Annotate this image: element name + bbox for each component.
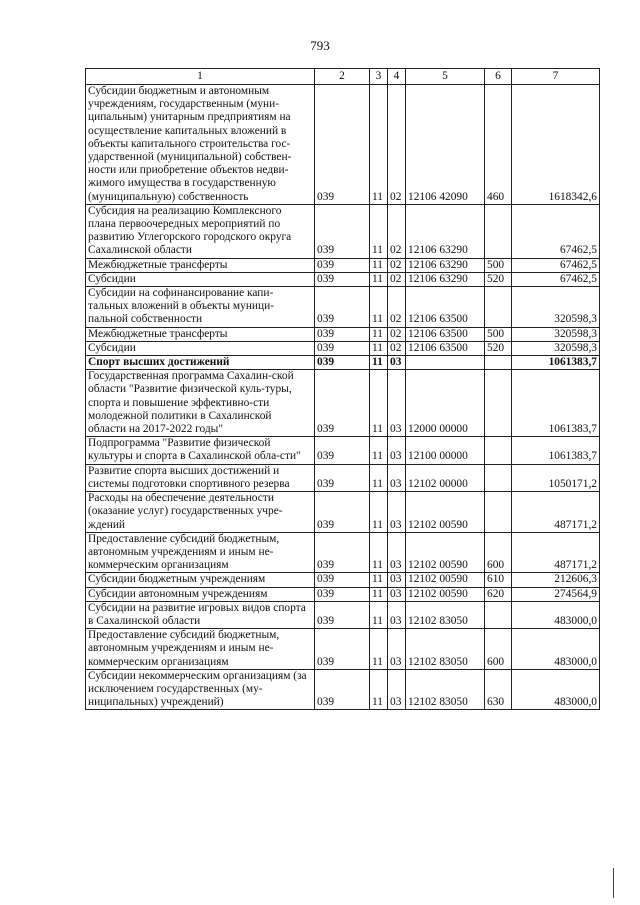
- table-row: [86, 287, 600, 328]
- row-subsection-cell: 03: [388, 356, 406, 370]
- table-row: [86, 587, 600, 601]
- row-kind-cell: 460: [485, 85, 512, 205]
- row-target-cell: 12102 00590: [406, 492, 485, 533]
- header-col-2: 2: [315, 69, 370, 85]
- header-col-4: 4: [388, 69, 406, 85]
- row-kind-cell: [485, 287, 512, 328]
- row-subsection-cell: 03: [388, 370, 406, 437]
- row-amount-cell: 483000,0: [512, 629, 600, 670]
- row-kind-cell: [485, 601, 512, 628]
- row-amount-cell: 1061383,7: [512, 356, 600, 370]
- row-name-cell: Межбюджетные трансферты: [86, 258, 315, 272]
- row-ministry-cell: 039: [315, 587, 370, 601]
- row-ministry-cell: 039: [315, 370, 370, 437]
- table-row: [86, 204, 600, 258]
- row-section-cell: 11: [370, 464, 388, 491]
- row-kind-cell: [485, 437, 512, 464]
- row-target-cell: 12106 42090: [406, 85, 485, 205]
- row-name-cell: Субсидии на софинансирование капи-тальных вложений в объекты муници-пальной собственности: [86, 287, 315, 328]
- row-ministry-cell: 039: [315, 437, 370, 464]
- row-subsection-cell: 03: [388, 492, 406, 533]
- table-row: [86, 85, 600, 205]
- header-col-1: 1: [86, 69, 315, 85]
- row-target-cell: 12102 00590: [406, 587, 485, 601]
- row-kind-cell: 600: [485, 532, 512, 573]
- row-name-cell: Субсидия на реализацию Комплексного плана первоочередных мероприятий по развитию Углегорского городского округа Сахалинской области: [86, 204, 315, 258]
- row-section-cell: 11: [370, 341, 388, 355]
- row-amount-cell: 487171,2: [512, 492, 600, 533]
- row-name-cell: Субсидии: [86, 341, 315, 355]
- row-section-cell: 11: [370, 204, 388, 258]
- row-target-cell: 12102 00590: [406, 573, 485, 587]
- row-section-cell: 11: [370, 492, 388, 533]
- table-row: [86, 464, 600, 491]
- row-kind-cell: 520: [485, 272, 512, 286]
- row-ministry-cell: 039: [315, 327, 370, 341]
- row-kind-cell: 610: [485, 573, 512, 587]
- table-row: [86, 327, 600, 341]
- row-kind-cell: [485, 464, 512, 491]
- row-amount-cell: 320598,3: [512, 287, 600, 328]
- row-section-cell: 11: [370, 370, 388, 437]
- row-target-cell: 12102 83050: [406, 629, 485, 670]
- row-ministry-cell: 039: [315, 669, 370, 710]
- row-section-cell: 11: [370, 287, 388, 328]
- row-name-cell: Субсидии бюджетным и автономным учреждениям, государственным (муни-ципальным) унитарным предприятиям на осуществление капитальных вложений в объекты капитального строительства гос-ударственной (муниципальной) собствен-ности или приобретение объектов недви-жимого имущества в государственную (муниципальную) собственность: [86, 85, 315, 205]
- row-ministry-cell: 039: [315, 341, 370, 355]
- header-col-7: 7: [512, 69, 600, 85]
- table-row: [86, 532, 600, 573]
- row-amount-cell: 212606,3: [512, 573, 600, 587]
- row-subsection-cell: 03: [388, 669, 406, 710]
- row-kind-cell: [485, 370, 512, 437]
- row-subsection-cell: 03: [388, 629, 406, 670]
- row-target-cell: 12106 63290: [406, 272, 485, 286]
- row-ministry-cell: 039: [315, 287, 370, 328]
- row-subsection-cell: 02: [388, 204, 406, 258]
- row-ministry-cell: 039: [315, 601, 370, 628]
- row-name-cell: Субсидии: [86, 272, 315, 286]
- row-subsection-cell: 03: [388, 587, 406, 601]
- row-section-cell: 11: [370, 669, 388, 710]
- row-target-cell: 12106 63290: [406, 258, 485, 272]
- row-amount-cell: 67462,5: [512, 204, 600, 258]
- row-amount-cell: 1050171,2: [512, 464, 600, 491]
- row-ministry-cell: 039: [315, 272, 370, 286]
- row-name-cell: Субсидии бюджетным учреждениям: [86, 573, 315, 587]
- row-kind-cell: [485, 492, 512, 533]
- row-kind-cell: 520: [485, 341, 512, 355]
- row-ministry-cell: 039: [315, 573, 370, 587]
- row-amount-cell: 320598,3: [512, 327, 600, 341]
- row-amount-cell: 274564,9: [512, 587, 600, 601]
- row-name-cell: Развитие спорта высших достижений и системы подготовки спортивного резерва: [86, 464, 315, 491]
- budget-table: [85, 68, 600, 710]
- row-section-cell: 11: [370, 356, 388, 370]
- row-name-cell: Межбюджетные трансферты: [86, 327, 315, 341]
- table-row: [86, 629, 600, 670]
- row-subsection-cell: 02: [388, 287, 406, 328]
- row-subsection-cell: 02: [388, 258, 406, 272]
- row-subsection-cell: 02: [388, 327, 406, 341]
- table-row: [86, 573, 600, 587]
- row-ministry-cell: 039: [315, 356, 370, 370]
- row-section-cell: 11: [370, 573, 388, 587]
- row-subsection-cell: 03: [388, 601, 406, 628]
- row-name-cell: Предоставление субсидий бюджетным, автономным учреждениям и иным не-коммерческим организациям: [86, 629, 315, 670]
- row-kind-cell: 500: [485, 327, 512, 341]
- row-amount-cell: 483000,0: [512, 669, 600, 710]
- row-name-cell: Расходы на обеспечение деятельности (оказание услуг) государственных учре-ждений: [86, 492, 315, 533]
- row-subsection-cell: 02: [388, 272, 406, 286]
- table-row: [86, 437, 600, 464]
- row-section-cell: 11: [370, 258, 388, 272]
- row-amount-cell: 483000,0: [512, 601, 600, 628]
- table-row: [86, 272, 600, 286]
- page-number: 793: [310, 38, 330, 53]
- table-row: [86, 492, 600, 533]
- row-kind-cell: 620: [485, 587, 512, 601]
- row-ministry-cell: 039: [315, 258, 370, 272]
- row-section-cell: 11: [370, 437, 388, 464]
- table-row: [86, 258, 600, 272]
- table-header-row: [86, 69, 600, 85]
- table-row: [86, 370, 600, 437]
- row-amount-cell: 1061383,7: [512, 370, 600, 437]
- row-section-cell: 11: [370, 629, 388, 670]
- row-section-cell: 11: [370, 532, 388, 573]
- row-target-cell: 12106 63500: [406, 327, 485, 341]
- row-subsection-cell: 03: [388, 532, 406, 573]
- row-name-cell: Спорт высших достижений: [86, 356, 315, 370]
- row-name-cell: Субсидии на развитие игровых видов спорта в Сахалинской области: [86, 601, 315, 628]
- row-target-cell: 12106 63500: [406, 287, 485, 328]
- table-row: [86, 341, 600, 355]
- row-ministry-cell: 039: [315, 464, 370, 491]
- table-row: [86, 669, 600, 710]
- row-target-cell: 12106 63500: [406, 341, 485, 355]
- row-ministry-cell: 039: [315, 492, 370, 533]
- header-col-5: 5: [406, 69, 485, 85]
- row-section-cell: 11: [370, 85, 388, 205]
- row-amount-cell: 1618342,6: [512, 85, 600, 205]
- row-subsection-cell: 03: [388, 464, 406, 491]
- row-name-cell: Субсидии некоммерческим организациям (за исключением государственных (му-ниципальных) учреждений): [86, 669, 315, 710]
- row-name-cell: Предоставление субсидий бюджетным, автономным учреждениям и иным не-коммерческим организациям: [86, 532, 315, 573]
- row-kind-cell: 630: [485, 669, 512, 710]
- row-subsection-cell: 02: [388, 341, 406, 355]
- row-section-cell: 11: [370, 587, 388, 601]
- table-row: [86, 356, 600, 370]
- row-name-cell: Подпрограмма "Развитие физической культуры и спорта в Сахалинской обла-сти": [86, 437, 315, 464]
- table-row: [86, 601, 600, 628]
- row-name-cell: Субсидии автономным учреждениям: [86, 587, 315, 601]
- row-target-cell: 12000 00000: [406, 370, 485, 437]
- row-amount-cell: 1061383,7: [512, 437, 600, 464]
- header-col-3: 3: [370, 69, 388, 85]
- row-kind-cell: [485, 356, 512, 370]
- row-target-cell: 12100 00000: [406, 437, 485, 464]
- row-section-cell: 11: [370, 327, 388, 341]
- header-col-6: 6: [485, 69, 512, 85]
- row-target-cell: 12106 63290: [406, 204, 485, 258]
- row-ministry-cell: 039: [315, 204, 370, 258]
- row-subsection-cell: 03: [388, 437, 406, 464]
- row-name-cell: Государственная программа Сахалин-ской области "Развитие физической куль-туры, спорта и повышение эффективно-сти молодежной политики в Сахалинской области на 2017-2022 годы": [86, 370, 315, 437]
- scan-edge-mark: [613, 868, 614, 898]
- row-target-cell: 12102 83050: [406, 601, 485, 628]
- row-subsection-cell: 03: [388, 573, 406, 587]
- row-section-cell: 11: [370, 601, 388, 628]
- row-ministry-cell: 039: [315, 629, 370, 670]
- row-amount-cell: 487171,2: [512, 532, 600, 573]
- row-target-cell: 12102 00000: [406, 464, 485, 491]
- row-ministry-cell: 039: [315, 85, 370, 205]
- row-amount-cell: 67462,5: [512, 258, 600, 272]
- row-target-cell: 12102 00590: [406, 532, 485, 573]
- row-kind-cell: [485, 204, 512, 258]
- row-ministry-cell: 039: [315, 532, 370, 573]
- row-target-cell: 12102 83050: [406, 669, 485, 710]
- row-kind-cell: 500: [485, 258, 512, 272]
- row-section-cell: 11: [370, 272, 388, 286]
- row-amount-cell: 67462,5: [512, 272, 600, 286]
- row-amount-cell: 320598,3: [512, 341, 600, 355]
- row-kind-cell: 600: [485, 629, 512, 670]
- row-target-cell: [406, 356, 485, 370]
- row-subsection-cell: 02: [388, 85, 406, 205]
